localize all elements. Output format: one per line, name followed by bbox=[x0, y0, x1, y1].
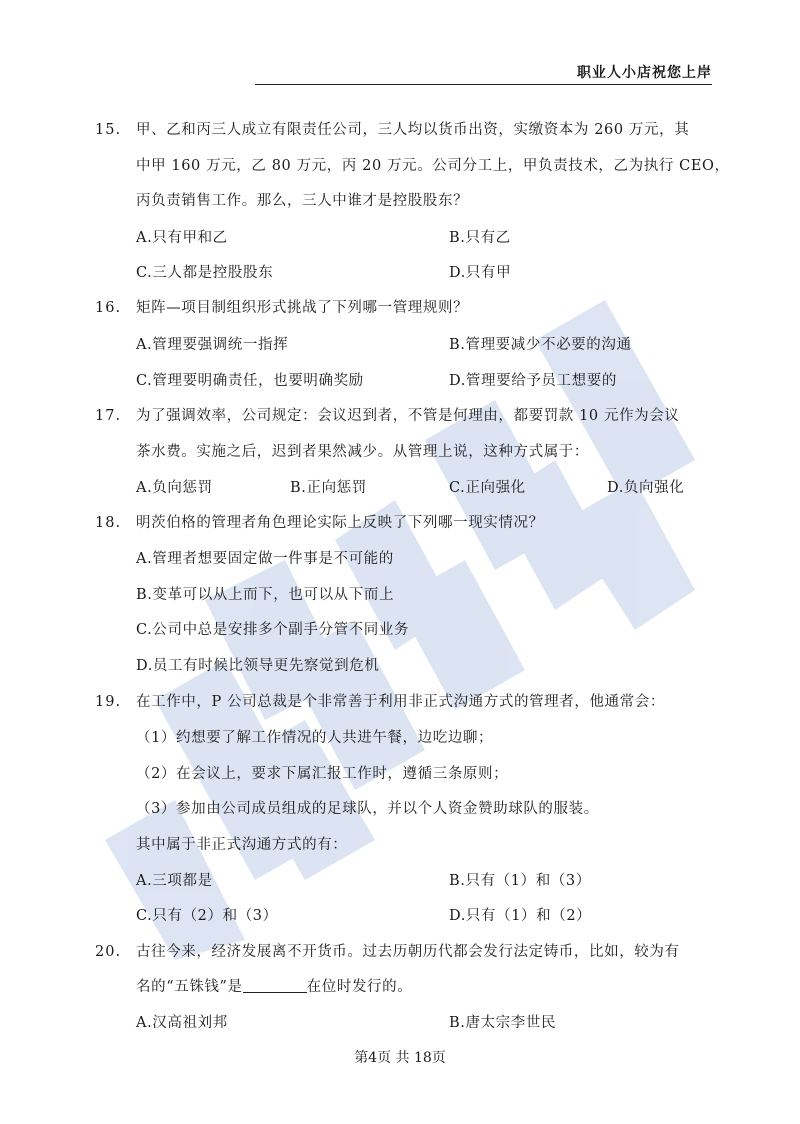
option-c: C.三人都是控股股东 bbox=[136, 265, 274, 281]
option-b: B.正向惩罚 bbox=[290, 480, 367, 496]
header-text: 职业人小店祝您上岸 bbox=[577, 65, 712, 81]
question-text: 中甲 160 万元，乙 80 万元，丙 20 万元。公司分工上，甲负责技术，乙为执行 CEO， bbox=[136, 158, 730, 174]
option-b: B.只有乙 bbox=[449, 230, 511, 246]
question-number: 19. bbox=[95, 694, 122, 710]
question-subtext: 其中属于非正式沟通方式的有： bbox=[136, 837, 348, 853]
option-b: B.只有（1）和（3） bbox=[449, 873, 591, 889]
page-footer bbox=[0, 1048, 800, 1068]
question-text: 古往今来，经济发展离不开货币。过去历朝历代都会发行法定铸币，比如，较为有 bbox=[136, 944, 680, 960]
question-text: 矩阵—项目制组织形式挑战了下列哪一管理规则？ bbox=[136, 300, 469, 316]
option-a: A.管理者想要固定做一件事是不可能的 bbox=[136, 551, 394, 567]
question-number: 18. bbox=[95, 515, 122, 531]
list-item: （3）参加由公司成员组成的足球队，并以个人资金赞助球队的服装。 bbox=[136, 801, 599, 817]
question-text: 明茨伯格的管理者角色理论实际上反映了下列哪一现实情况？ bbox=[136, 515, 544, 531]
question-text: 茶水费。实施之后，迟到者果然减少。从管理上说，这种方式属于： bbox=[136, 444, 589, 460]
option-b: B.唐太宗李世民 bbox=[449, 1015, 557, 1031]
option-d: D.管理要给予员工想要的 bbox=[449, 373, 617, 389]
option-d: D.只有（1）和（2） bbox=[449, 908, 592, 924]
question-text: 为了强调效率，公司规定：会议迟到者，不管是何理由，都要罚款 10 元作为会议 bbox=[136, 408, 680, 424]
question-text: 在工作中，P 公司总裁是个非常善于利用非正式沟通方式的管理者，他通常会： bbox=[136, 694, 665, 710]
option-d: D.负向强化 bbox=[607, 480, 685, 496]
question-number: 17. bbox=[95, 408, 122, 424]
option-c: C.管理要明确责任，也要明确奖励 bbox=[136, 373, 364, 389]
option-d: D.员工有时候比领导更先察觉到危机 bbox=[136, 658, 380, 674]
option-c: C.公司中总是安排多个副手分管不同业务 bbox=[136, 622, 410, 638]
question-number: 16. bbox=[95, 300, 122, 316]
option-a: A.三项都是 bbox=[136, 873, 213, 889]
option-a: A.只有甲和乙 bbox=[136, 230, 228, 246]
option-a: A.管理要强调统一指挥 bbox=[136, 337, 289, 353]
text-after-blank: 在位时发行的。 bbox=[306, 979, 413, 995]
option-d: D.只有甲 bbox=[449, 265, 512, 281]
text-before-blank: 名的“五铢钱”是 bbox=[136, 979, 243, 995]
option-a: A.汉高祖刘邦 bbox=[136, 1015, 228, 1031]
option-c: C.正向强化 bbox=[449, 480, 526, 496]
question-number: 20. bbox=[95, 944, 122, 960]
option-b: B.管理要减少不必要的沟通 bbox=[449, 337, 632, 353]
page-number: 第4页 共 18页 bbox=[354, 1050, 446, 1066]
question-text-with-blank bbox=[136, 977, 412, 997]
question-text: 丙负责销售工作。那么，三人中谁才是控股股东？ bbox=[136, 193, 469, 209]
question-text: 甲、乙和丙三人成立有限责任公司，三人均以货币出资，实缴资本为 260 万元，其 bbox=[136, 122, 690, 138]
list-item: （2）在会议上，要求下属汇报工作时，遵循三条原则； bbox=[136, 766, 509, 782]
option-c: C.只有（2）和（3） bbox=[136, 908, 278, 924]
question-number: 15. bbox=[95, 122, 122, 138]
page-header bbox=[255, 62, 712, 85]
option-b: B.变革可以从上而下，也可以从下而上 bbox=[136, 587, 395, 603]
list-item: （1）约想要了解工作情况的人共进午餐，边吃边聊； bbox=[136, 730, 494, 746]
fill-in-blank bbox=[243, 978, 307, 993]
option-a: A.负向惩罚 bbox=[136, 480, 213, 496]
